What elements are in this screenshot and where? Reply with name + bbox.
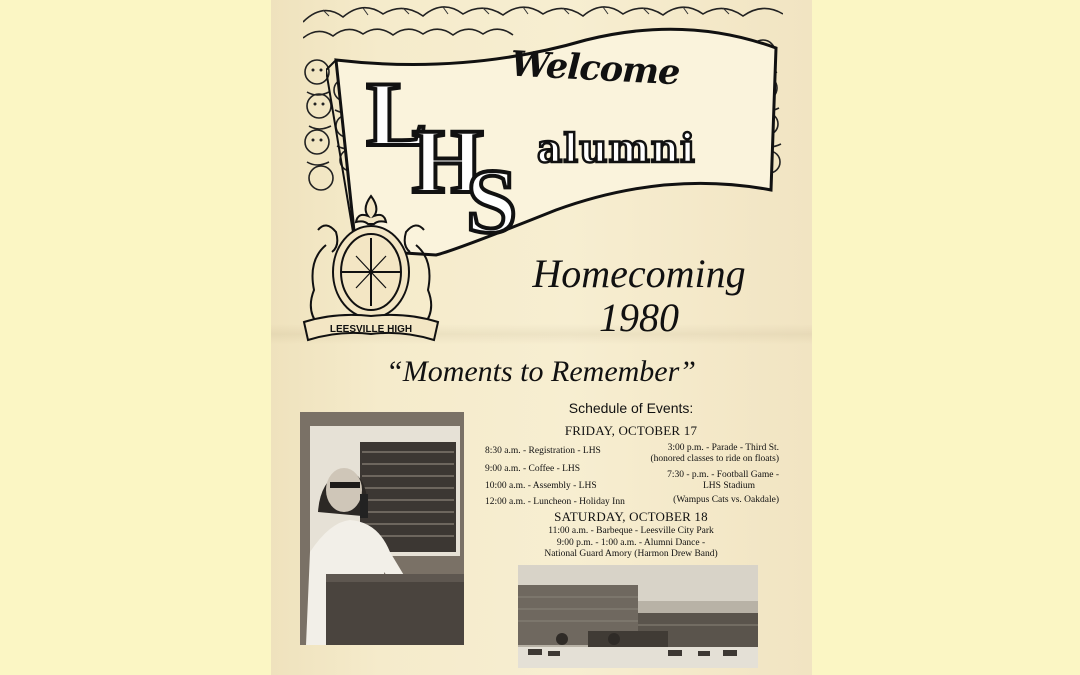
- friday-event-venue: LHS Stadium: [703, 481, 755, 491]
- initial-s: S: [466, 150, 518, 240]
- friday-event: 12:00 a.m. - Luncheon - Holiday Inn: [485, 497, 625, 507]
- friday-event: 10:00 a.m. - Assembly - LHS: [485, 481, 597, 491]
- friday-heading: FRIDAY, OCTOBER 17: [564, 423, 698, 438]
- crest-label: LEESVILLE HIGH: [329, 324, 413, 335]
- school-building-photo: [518, 565, 758, 668]
- saturday-event: 9:00 p.m. - 1:00 a.m. - Alumni Dance -: [556, 538, 706, 548]
- friday-event: 8:30 a.m. - Registration - LHS: [485, 446, 601, 456]
- newspaper-page: [271, 0, 812, 675]
- saturday-heading: SATURDAY, OCTOBER 18: [554, 509, 708, 524]
- school-crest-icon: [296, 190, 446, 350]
- welcome-heading: Welcome: [509, 43, 681, 94]
- saturday-event: National Guard Amory (Harmon Drew Band): [544, 549, 718, 559]
- saturday-event: 11:00 a.m. - Barbeque - Leesville City Park: [548, 526, 714, 536]
- friday-event: 7:30 - p.m. - Football Game -: [667, 470, 779, 480]
- schedule-title: Schedule of Events:: [568, 400, 694, 416]
- speaker-photo: [300, 412, 464, 645]
- friday-event: 9:00 a.m. - Coffee - LHS: [485, 464, 581, 474]
- initial-h: H: [412, 110, 484, 212]
- headline-homecoming: Homecoming: [532, 251, 746, 296]
- initial-l: L: [366, 63, 428, 165]
- alumni-heading: alumni: [537, 126, 696, 172]
- friday-event-note: (honored classes to ride on floats): [650, 454, 779, 464]
- motto-quote: “Moments to Remember”: [386, 355, 696, 388]
- headline-year: 1980: [599, 295, 679, 340]
- friday-event: 3:00 p.m. - Parade - Third St.: [667, 443, 779, 453]
- friday-event-note: (Wampus Cats vs. Oakdale): [673, 495, 779, 505]
